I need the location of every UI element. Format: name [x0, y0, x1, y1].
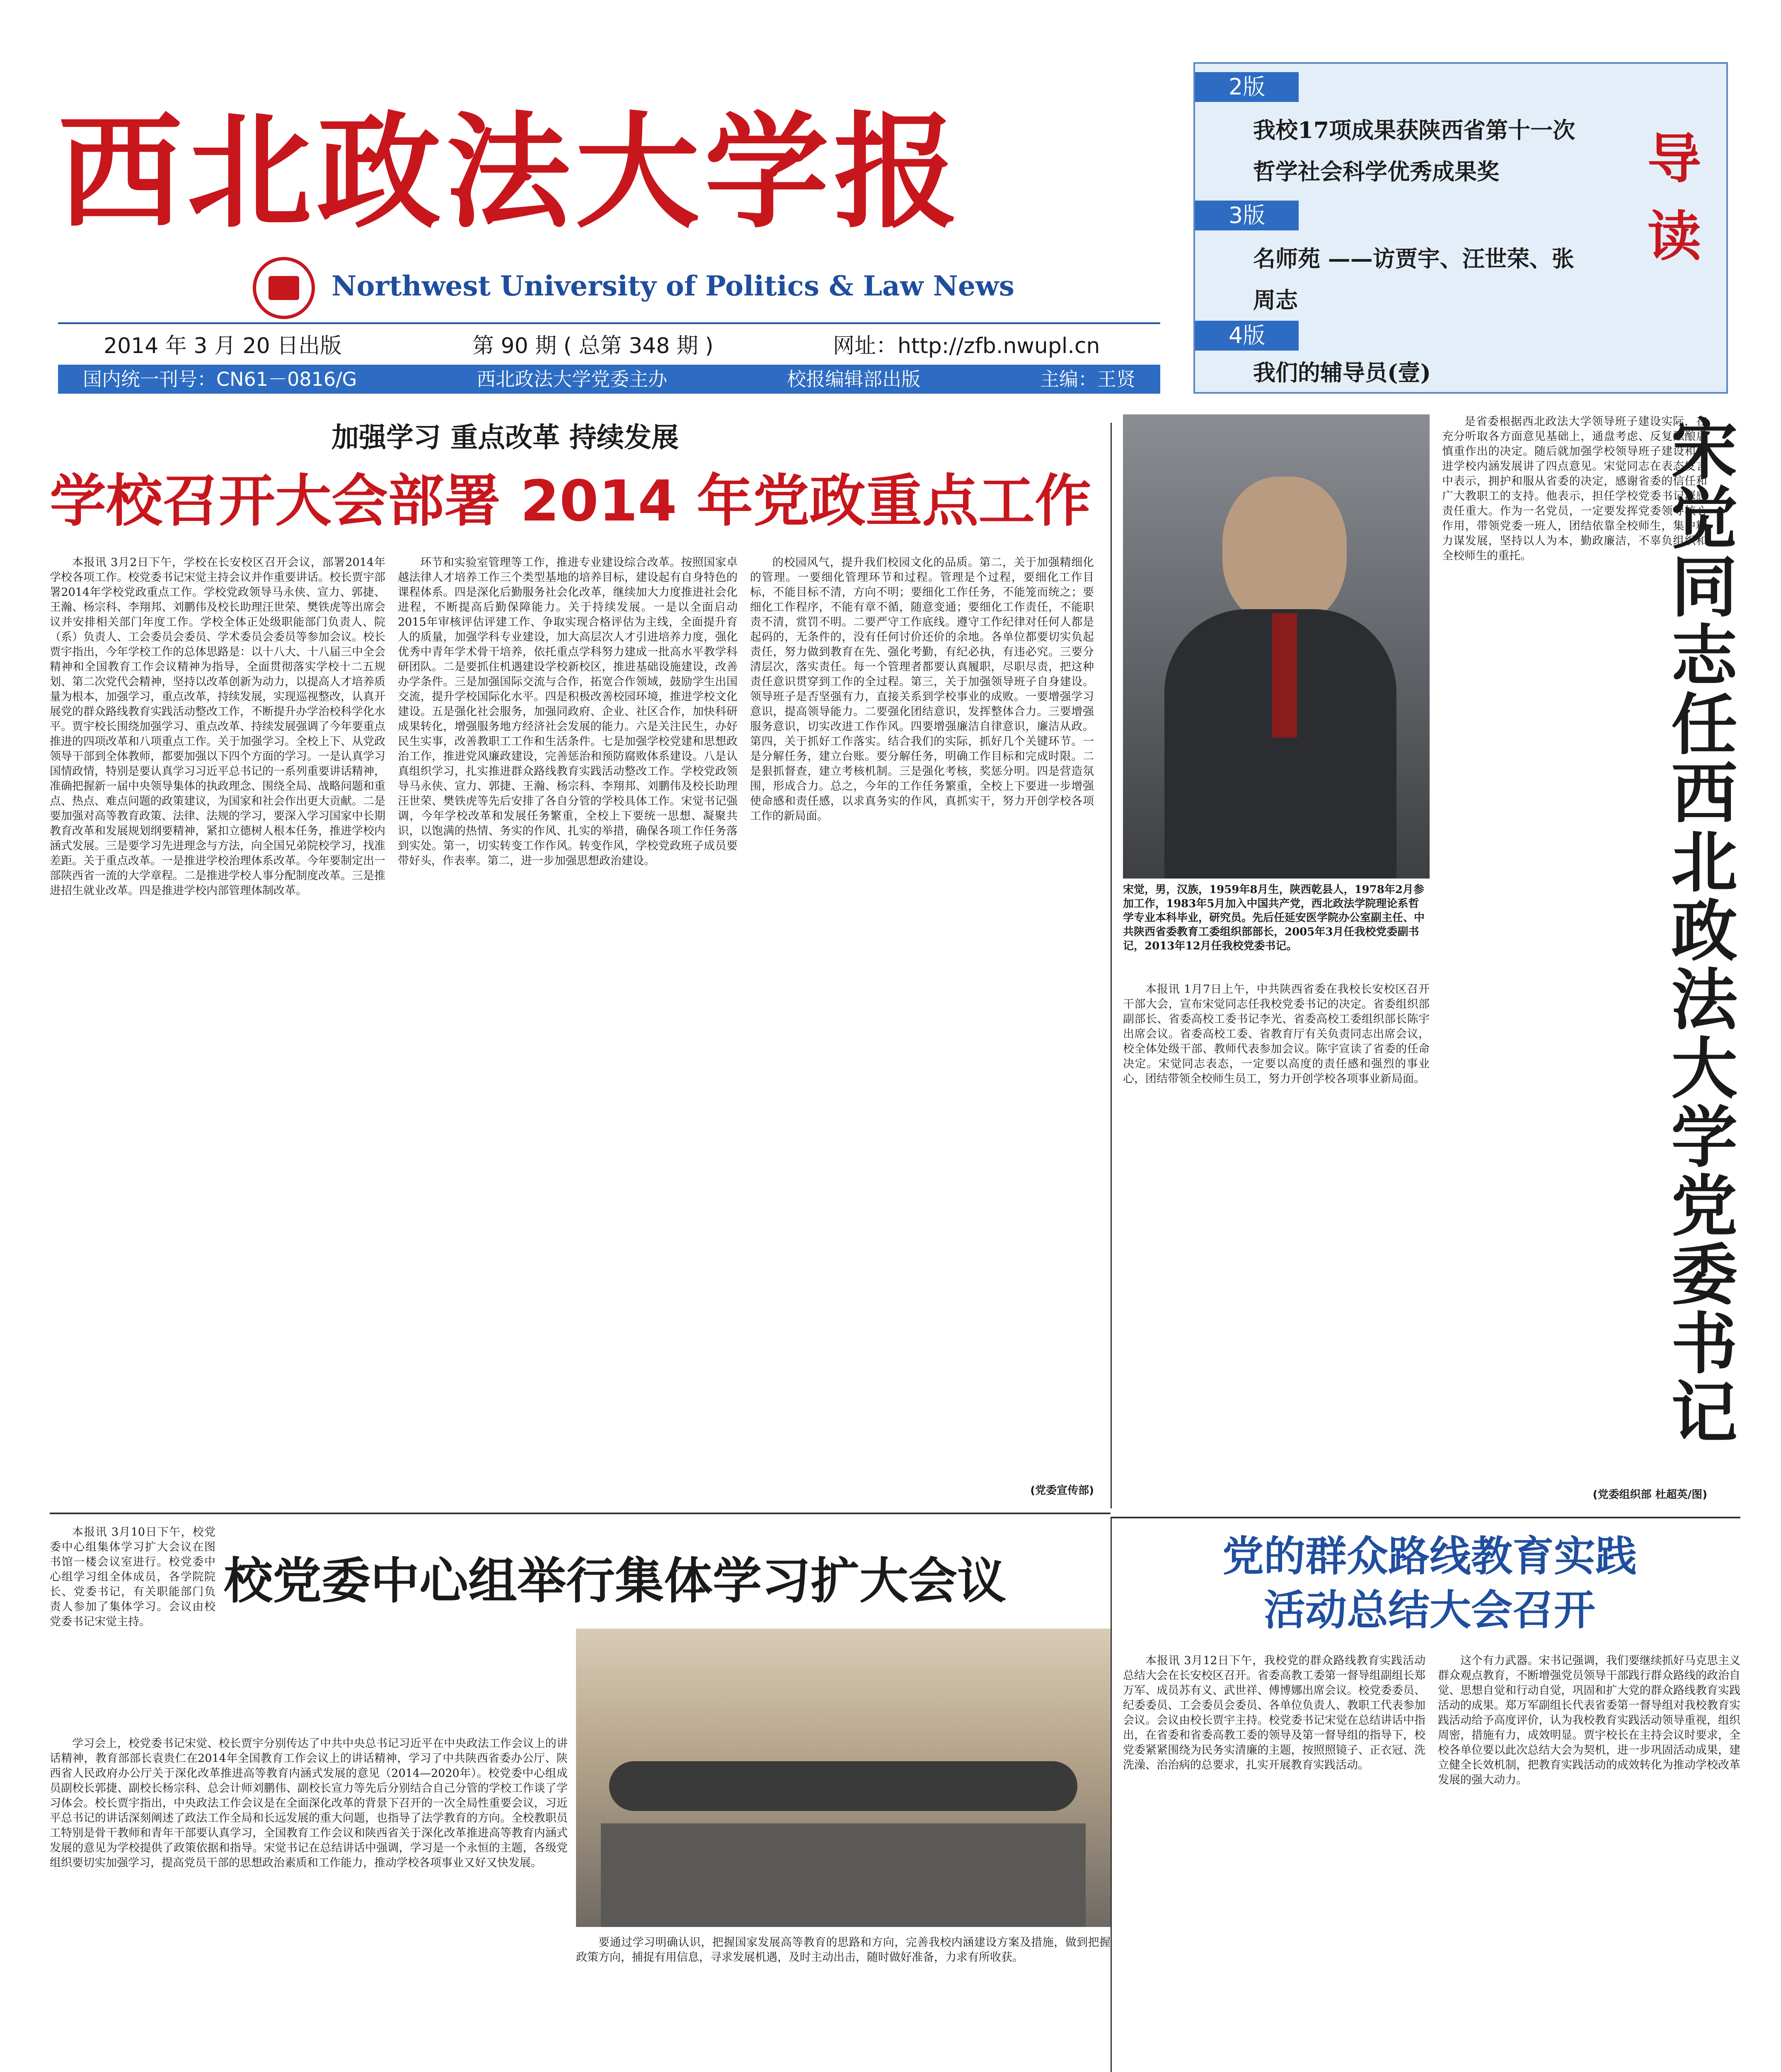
meeting-photo [576, 1629, 1111, 1927]
divider [50, 1513, 1111, 1514]
divider [1111, 423, 1112, 1508]
guide-label: 导 读 [1638, 130, 1702, 264]
guide-item[interactable]: 我们的辅导员(壹) [1253, 359, 1431, 386]
portrait-photo [1123, 414, 1430, 879]
guide-box [1193, 62, 1728, 394]
study-intro: 本报讯 3月10日下午，校党委中心组集体学习扩大会议在图书馆一楼会议室进行。校党委中心组学习组全体成员，各学院院长、党委书记，有关职能部门负责人参加了集体学习。会议由校党委书记宋觉主持。 [50, 1526, 215, 1628]
lead-column: 环节和实验室管理等工作，推进专业建设综合改革。按照国家卓越法律人才培养工作三个类型基地的培养目标，建设起有自身特色的课程体系。四是深化后勤服务社会化改革，继续加大力度推进社会化进程，不断提高后勤保障能力。关于持续发展。一是以全面启动2015年审核评估评建工作、争取实现合格评估为主线，全面提升育人的质量，加强学科专业建设，加大高层次人才引进培养力度，强化优秀中青年学术骨干培养，依托重点学科努力建成一批高水平教学科研团队。二是要抓住机遇建设学校新校区，推进基础设施建设，改善办学条件。三是加强国际交流与合作，拓宽合作领域，鼓励学生出国交流，提升学校国际化水平。四是积极改善校园环境，推进学校文化建设。五是强化社会服务，加强同政府、企业、社区合作，加快科研成果转化，增强服务地方经济社会发展的能力。六是关注民生，办好民生实事，改善教职工工作和生活条件。七是加强学校党建和思想政治工作，推进党风廉政建设，完善惩治和预防腐败体系建设。八是认真组织学习，扎实推进群众路线教育实践活动整改工作。学校党政领导马永侠、宣力、郭捷、王瀚、杨宗科、李翔邦、刘鹏伟及校长助理汪世荣、樊铁虎等先后安排了各自分管的学校具体工作。宋觉书记强调，今年学校改革和发展任务繁重，全校上下要统一思想、凝聚共识，以饱满的热情、务实的作风、扎实的举措，确保各项工作任务落到实处。第一，切实转变工作作风。转变作风，学校党政班子成员要带好头，作表率。第二，进一步加强思想政治建设。 [398, 556, 738, 867]
song-column: 是省委根据西北政法大学领导班子建设实际，在充分听取各方面意见基础上，通盘考虑、反复酝酿后慎重作出的决定。随后就加强学校领导班子建设和推进学校内涵发展讲了四点意见。宋觉同志在表态发言中表示，拥护和服从省委的决定，感谢省委的信任和广大教职工的支持。他表示，担任学校党委书记深感责任重大。作为一名党员，一定要发挥党委领导核心作用，带领党委一班人，团结依靠全校师生，集中精力谋发展，坚持以人为本，勤政廉洁，不辜负组织和全校师生的重托。 [1442, 415, 1707, 562]
campaign-column: 本报讯 3月12日下午，我校党的群众路线教育实践活动总结大会在长安校区召开。省委高教工委第一督导组副组长郑万军、成员苏有义、武世祥、傅博娜出席会议。校党委委员、纪委委员、工会委员会委员、各单位负责人、教职工代表参加会议。会议由校长贾宇主持。校党委书记宋觉在总结讲话中指出，在省委和省委高教工委的领导及第一督导组的指导下，校党委紧紧围绕为民务实清廉的主题，按照照镜子、正衣冠、洗洗澡、治治病的总要求，扎实开展教育实践活动。 [1123, 1654, 1425, 1772]
study-column-right: 要通过学习明确认识，把握国家发展高等教育的思路和方向，完善我校内涵建设方案及措施，做到把握政策方向，捕捉有用信息，寻求发展机遇，及时主动出击，随时做好准备，力求有所收获。 [576, 1936, 1111, 1964]
issue-number: 第 90 期 ( 总第 348 期 ) [472, 334, 714, 358]
guide-page-tag: 2版 [1195, 72, 1299, 102]
masthead-title: 西北政法大学报 [58, 99, 963, 245]
guide-item[interactable]: 我校17项成果获陕西省第十一次哲学社会科学优秀成果奖 [1253, 117, 1575, 185]
song-source: (党委组织部 杜超英/图) [1592, 1489, 1707, 1501]
lead-kicker: 加强学习 重点改革 持续发展 [332, 421, 679, 453]
song-column: 本报讯 1月7日上午，中共陕西省委在我校长安校区召开干部大会，宣布宋觉同志任我校党委书记的决定。省委组织部副部长、省委高校工委书记李光、省委高校工委组织部长陈宇出席会议。省委高校工委、省教育厅有关负责同志出席会议，校全体处级干部、教师代表参加会议。陈宇宣读了省委的任命决定。宋觉同志表态，一定要以高度的责任感和强烈的事业心，团结带领全校师生员工，努力开创学校各项事业新局面。 [1123, 983, 1430, 1085]
divider [1111, 1517, 1112, 2072]
campaign-headline: 党的群众路线教育实践 [1222, 1532, 1637, 1581]
study-body: 学习会上，校党委书记宋觉、校长贾宇分别传达了中共中央总书记习近平在中央政法工作会议上的讲话精神，教育部部长袁贵仁在2014年全国教育工作会议上的讲话精神，学习了中共陕西省委办公厅、陕西省人民政府办公厅关于深化改革推进高等教育内涵式发展的意见（2014—2020年）。校党委中心组成员副校长郭捷、副校长杨宗科、总会计师刘鹏伟、副校长宣力等先后分别结合自己分管的学校工作谈了学习体会。校长贾宇指出，中央政法工作会议是在全面深化改革的背景下召开的一次全局性重要会议，习近平总书记的讲话深刻阐述了政法工作全局和长远发展的重大问题，也指导了法学教育的方向。全校教职员工特别是骨干教师和青年干部要认真学习，全国教育工作会议和陕西省关于深化改革推进高等教育内涵式发展的意见为学校提供了政策依据和指导。宋觉书记在总结讲话中强调，学习是一个永恒的主题，各级党组织要切实加强学习，提高党员干部的思想政治素质和工作能力，推动学校各项事业又好又快发展。 [50, 1737, 568, 1869]
masthead-english: Northwest University of Politics & Law News [332, 270, 1014, 302]
lead-column: 的校园风气，提升我们校园文化的品质。第二，关于加强精细化的管理。一要细化管理环节和过程。管理是个过程，要细化工作目标，不能目标不清，方向不明；要细化工作任务，不能笼而统之；要细化工作程序，不能有章不循，随意变通；要细化工作责任，不能职责不清，赏罚不明。二要严守工作底线。遵守工作纪律对任何人都是起码的，无条件的，没有任何讨价还价的余地。各单位都要切实负起责任，努力做到教育在先、强化考勤，有纪必执，有违必究。三要分清层次，落实责任。每一个管理者都要认真履职，尽职尽责，把这种责任意识贯穿到工作的全过程。第三，关于加强领导班子自身建设。领导班子是否坚强有力，直接关系到学校事业的成败。一要增强学习意识，提高领导能力。二要强化团结意识，发挥整体合力。三要增强服务意识，切实改进工作作风。四要增强廉洁自律意识，廉洁从政。第四，关于抓好工作落实。结合我们的实际，抓好几个关键环节。一是分解任务，建立台账。要分解任务，明确工作目标和完成时限。二是狠抓督查，建立考核机制。三是强化考核，奖惩分明。四是营造氛围，形成合力。总之，今年的工作任务繁重，全校上下要进一步增强使命感和责任感，以求真务实的作风，真抓实干，努力开创学校各项工作的新局面。 [750, 556, 1094, 823]
guide-page-tag: 4版 [1195, 321, 1299, 351]
publisher-text: 校报编辑部出版 [787, 368, 921, 390]
divider [1111, 1517, 1740, 1518]
guide-item[interactable]: 名师苑 ——访贾宇、汪世荣、张周志 [1253, 245, 1574, 313]
university-seal-icon [253, 257, 315, 319]
host-text: 西北政法大学党委主办 [477, 368, 668, 390]
study-headline: 校党委中心组举行集体学习扩大会议 [224, 1552, 1007, 1610]
masthead-rule [58, 322, 1160, 324]
guide-page-tag: 3版 [1195, 201, 1299, 230]
issn-text: 国内统一刊号：CN61－0816/G [83, 368, 357, 390]
masthead-info-bar [58, 365, 1160, 394]
website-url: 网址：http://zfb.nwupl.cn [833, 334, 1100, 358]
lead-source: (党委宣传部) [1030, 1484, 1094, 1497]
campaign-column: 这个有力武器。宋书记强调，我们要继续抓好马克思主义群众观点教育，不断增强党员领导干部践行群众路线的政治自觉、思想自觉和行动自觉，巩固和扩大党的群众路线教育实践活动的成果。郑万军副组长代表省委第一督导组对我校教育实践活动给予高度评价，认为我校教育实践活动领导重视，组织周密，措施有力，成效明显。贾宇校长在主持会议时要求，全校各单位要以此次总结大会为契机，进一步巩固活动成果，建立健全长效机制，把教育实践活动的成效转化为推动学校改革发展的强大动力。 [1438, 1654, 1740, 1786]
publish-date: 2014 年 3 月 20 日出版 [104, 334, 342, 358]
editor-in-chief-text: 主编：王贤 [1040, 368, 1135, 390]
lead-headline: 学校召开大会部署 2014 年党政重点工作 [50, 469, 1091, 534]
portrait-caption: 宋觉，男，汉族，1959年8月生，陕西乾县人，1978年2月参加工作，1983年5月加入中国共产党，西北政法学院理论系哲学专业本科毕业，研究员。先后任延安医学院办公室副主任、中共陕西省委教育工委组织部部长，2005年3月任我校党委副书记，2013年12月任我校党委书记。 [1123, 884, 1425, 952]
lead-column: 本报讯 3月2日下午，学校在长安校区召开会议，部署2014年学校各项工作。校党委书记宋觉主持会议并作重要讲话。校长贾宇部署2014年学校党政重点工作。学校党政领导马永侠、宣力、郭捷、王瀚、杨宗科、李翔邦、刘鹏伟及校长助理汪世荣、樊铁虎等出席会议并安排相关部门年度工作。学校全体正处级职能部门负责人、院（系）负责人、工会委员会委员、学术委员会委员等参加会议。校长贾宇指出，今年学校工作的总体思路是：以十八大、十八届三中全会精神和全国教育工作会议精神为指导，全面贯彻落实学校十二五规划、第二次党代会精神，坚持以改革创新为动力，以提高人才培养质量为根本，加强学习，重点改革，持续发展，实现巡视整改，认真开展党的群众路线教育实践活动整改工作，不断提升办学治校科学化水平。贾宇校长围绕加强学习、重点改革、持续发展强调了今年要重点推进的四项改革和八项重点工作。关于加强学习。全校上下、从党政领导干部到全体教师，都要加强以下四个方面的学习。一是认真学习国情政情，特别是要认真学习习近平总书记的一系列重要讲话精神，准确把握新一届中央领导集体的执政理念、围绕全局、战略问题和重点、热点、难点问题的政策建议，为国家和社会作出更大贡献。二是要加强对高等教育政策、法律、法规的学习，要深入学习国家中长期教育改革和发展规划纲要精神，紧扣立德树人根本任务，推进学校内涵式发展。三是要学习先进理念与方法，向全国兄弟院校学习，找准差距。关于重点改革。一是推进学校治理体系改革。今年要制定出一部陕西省一流的大学章程。二是推进学校人事分配制度改革。三是推进招生就业改革。四是推进学校内部管理体制改革。 [50, 556, 385, 897]
song-vertical-title: 宋觉同志任西北政法大学党委书记 [1660, 414, 1738, 1446]
campaign-headline: 活动总结大会召开 [1264, 1585, 1595, 1634]
